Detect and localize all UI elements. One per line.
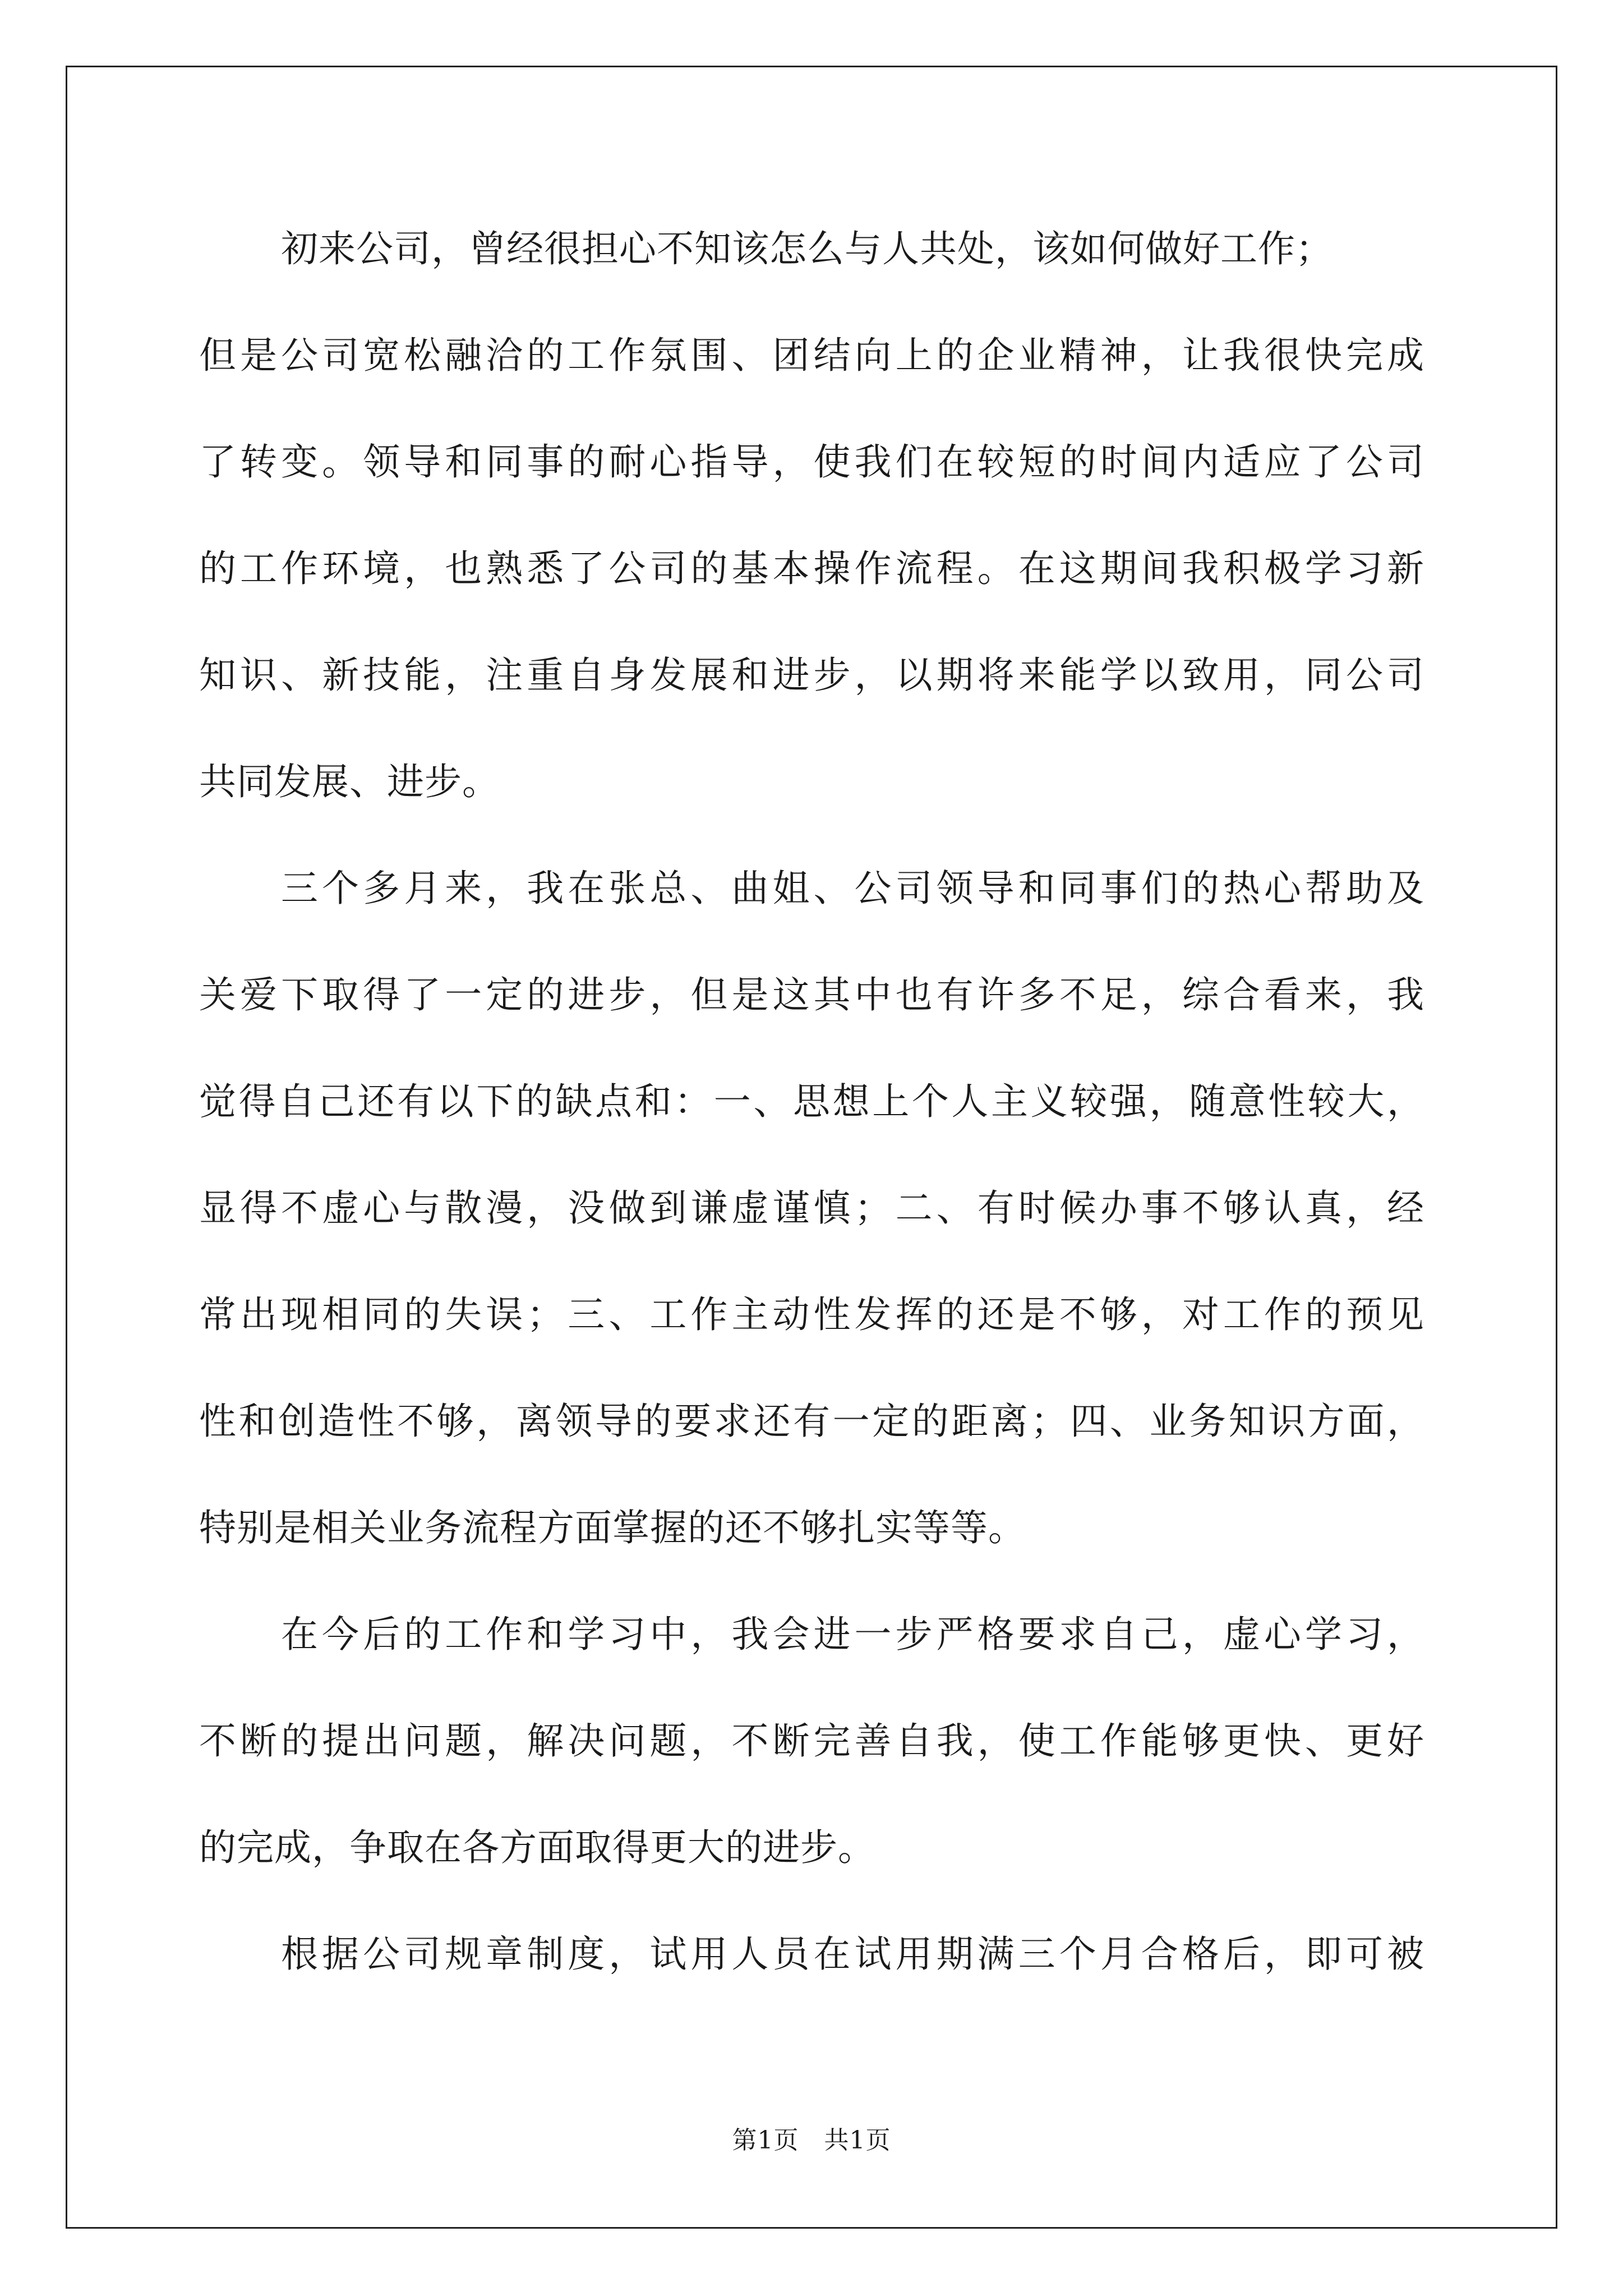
- text-line: 在今后的工作和学习中，我会进一步严格要求自己，虚心学习，: [281, 1613, 1424, 1656]
- page-footer: 第1页 共1页: [732, 2126, 891, 2155]
- text-line: 常出现相同的失误；三、工作主动性发挥的还是不够，对工作的预见: [199, 1293, 1424, 1336]
- text-line: 不断的提出问题，解决问题，不断完善自我，使工作能够更快、更好: [199, 1719, 1424, 1763]
- text-line: 显得不虚心与散漫，没做到谦虚谨慎；二、有时候办事不够认真，经: [199, 1186, 1424, 1230]
- text-line: 的工作环境，也熟悉了公司的基本操作流程。在这期间我积极学习新: [199, 547, 1424, 590]
- text-line: 了转变。领导和同事的耐心指导，使我们在较短的时间内适应了公司: [199, 440, 1424, 484]
- text-line: 知识、新技能，注重自身发展和进步，以期将来能学以致用，同公司: [199, 654, 1424, 697]
- text-line: 根据公司规章制度，试用人员在试用期满三个月合格后，即可被: [281, 1932, 1424, 1976]
- document-body: [199, 215, 1424, 2027]
- text-line: 三个多月来，我在张总、曲姐、公司领导和同事们的热心帮助及: [281, 867, 1424, 910]
- text-line: 共同发展、进步。: [199, 760, 500, 803]
- text-line: 关爱下取得了一定的进步，但是这其中也有许多不足，综合看来，我: [199, 973, 1424, 1016]
- text-line: 性和创造性不够，离领导的要求还有一定的距离；四、业务知识方面，: [199, 1400, 1424, 1443]
- text-line: 特别是相关业务流程方面掌握的还不够扎实等等。: [199, 1506, 1026, 1549]
- text-line: 的完成，争取在各方面取得更大的进步。: [199, 1826, 875, 1869]
- text-line: 觉得自己还有以下的缺点和：一、思想上个人主义较强，随意性较大，: [199, 1080, 1424, 1123]
- text-line: 但是公司宽松融洽的工作氛围、团结向上的企业精神，让我很快完成: [199, 334, 1424, 377]
- text-line: 初来公司，曾经很担心不知该怎么与人共处，该如何做好工作；: [281, 227, 1333, 270]
